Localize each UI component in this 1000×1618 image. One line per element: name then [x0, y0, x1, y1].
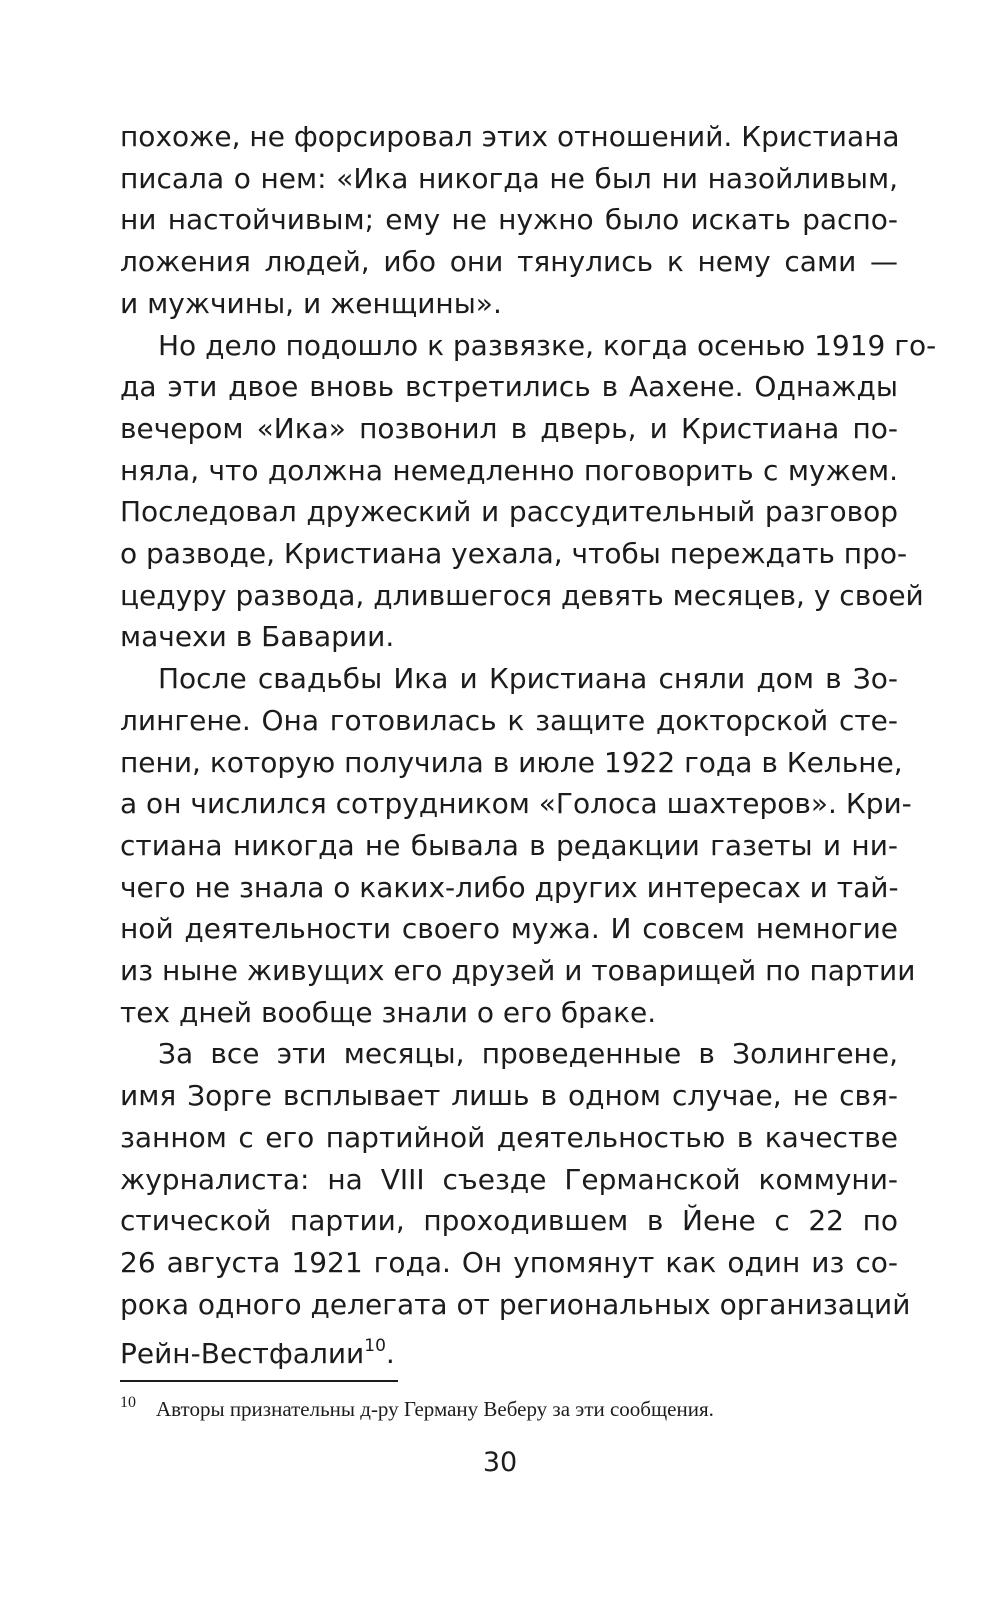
text-line: 26 августа 1921 года. Он упомянут как один из со- — [120, 1245, 898, 1279]
text-line: и мужчины, и женщины». — [120, 286, 502, 320]
text-line: рока одного делегата от региональных организаций — [120, 1287, 911, 1321]
text-line: писала о нем: «Ика никогда не был ни назойливым, — [120, 161, 898, 195]
footnote-separator — [120, 1380, 398, 1382]
text-line: вечером «Ика» позвонил в дверь, и Кристиана по- — [120, 411, 898, 445]
text-line: цедуру развода, длившегося девять месяцев, у своей — [120, 578, 924, 612]
text-line: мачехи в Баварии. — [120, 620, 395, 654]
text-line: чего не знала о каких-либо других интересах и тай- — [120, 870, 899, 904]
text-line — [120, 1329, 898, 1371]
footnote-text: Авторы признательны д-ру Герману Веберу за эти сообщения. — [156, 1397, 714, 1421]
text-line: няла, что должна немедленно поговорить с мужем. — [120, 453, 898, 487]
text-line: занном с его партийной деятельностью в качестве — [120, 1120, 898, 1154]
text-line: стиана никогда не бывала в редакции газеты и ни- — [120, 828, 898, 862]
footnote — [120, 1388, 900, 1424]
text-line: ной деятельности своего мужа. И совсем немногие — [120, 912, 898, 946]
text-line: лингене. Она готовилась к защите докторской сте- — [120, 703, 898, 737]
text-line: стической партии, проходившем в Йене с 22 по — [120, 1204, 898, 1238]
text-line: журналиста: на VIII съезде Германской коммуни- — [120, 1162, 898, 1196]
text-line: пени, которую получила в июле 1922 года в Кельне, — [120, 745, 903, 779]
text-line: тех дней вообще знали о его браке. — [120, 995, 657, 1029]
text-line: После свадьбы Ика и Кристиана сняли дом в Зо- — [158, 662, 898, 696]
text-line: имя Зорге всплывает лишь в одном случае, не свя- — [120, 1079, 898, 1113]
page-number: 30 — [482, 1447, 518, 1478]
text-line: из ныне живущих его друзей и товарищей по партии — [120, 954, 916, 987]
text-line: похоже, не форсировал этих отношений. Кристиана — [120, 120, 900, 153]
text-line: ни настойчивым; ему не нужно было искать распо- — [120, 203, 898, 237]
footnote-number: 10 — [120, 1394, 136, 1411]
footnote-reference: 10 — [364, 1336, 386, 1357]
text-line: Но дело подошло к развязке, когда осенью 1919 го- — [158, 328, 937, 362]
text-line-content: Рейн-Вестфалии — [120, 1337, 365, 1371]
text-line: Последовал дружеский и рассудительный разговор — [120, 495, 898, 529]
end-punctuation: . — [385, 1337, 395, 1371]
text-line: о разводе, Кристиана уехала, чтобы переждать про- — [120, 537, 908, 570]
text-line: а он числился сотрудником «Голоса шахтеров». Кри- — [120, 787, 912, 821]
text-line: да эти двое вновь встретились в Аахене. Однажды — [120, 370, 898, 404]
text-line: ложения людей, ибо они тянулись к нему сами — — [120, 245, 898, 279]
text-line: За все эти месяцы, проведенные в Золингене, — [158, 1037, 898, 1071]
